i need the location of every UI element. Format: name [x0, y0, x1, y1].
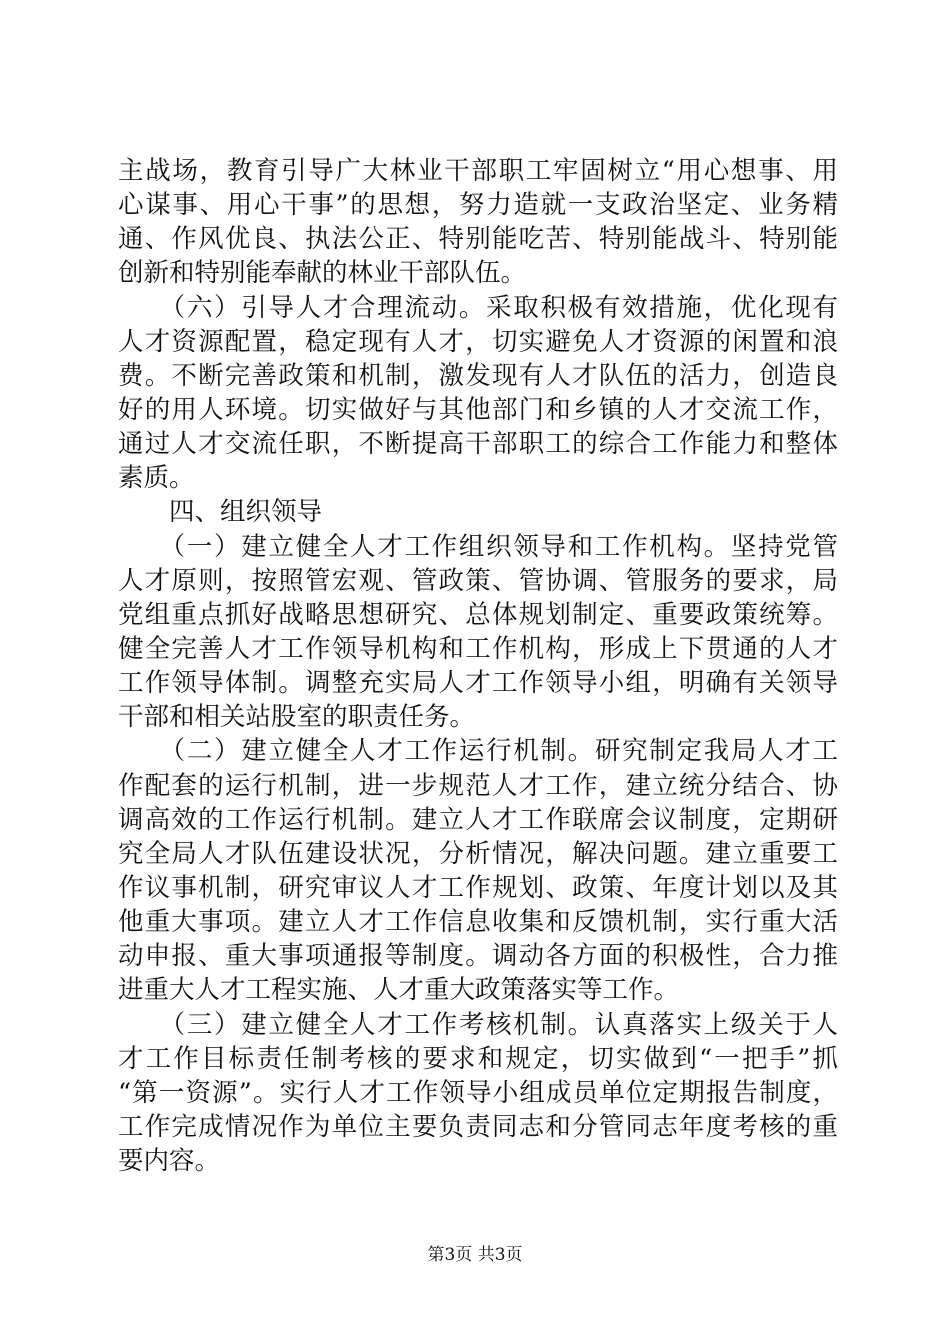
document-body	[118, 154, 838, 1178]
text-line: （一）建立健全人才工作组织领导和工作机构。坚持党管	[118, 531, 838, 562]
text-line: 主战场，教育引导广大林业干部职工牢固树立“用心想事、用	[118, 156, 838, 186]
text-line: 心谋事、用心干事”的思想，努力造就一支政治坚定、业务精	[118, 190, 838, 221]
text-line: 人才资源配置，稳定现有人才，切实避免人才资源的闲置和浪	[118, 326, 838, 357]
text-line: 四、组织领导	[118, 497, 323, 528]
text-line: 动申报、重大事项通报等制度。调动各方面的积极性，合力推	[118, 941, 838, 972]
text-line: “第一资源”。实行人才工作领导小组成员单位定期报告制度，	[118, 1077, 838, 1108]
text-line: 究全局人才队伍建设状况，分析情况，解决问题。建立重要工	[118, 838, 838, 869]
text-line: 工作完成情况作为单位主要负责同志和分管同志年度考核的重	[118, 1111, 838, 1142]
text-line: 创新和特别能奉献的林业干部队伍。	[118, 258, 527, 289]
text-line: 通、作风优良、执法公正、特别能吃苦、特别能战斗、特别能	[118, 224, 838, 255]
text-line: 他重大事项。建立人才工作信息收集和反馈机制，实行重大活	[118, 907, 838, 938]
text-line: 通过人才交流任职，不断提高干部职工的综合工作能力和整体	[118, 429, 838, 460]
text-line: 工作领导体制。调整充实局人才工作领导小组，明确有关领导	[118, 668, 838, 699]
text-line: 要内容。	[118, 1146, 221, 1177]
text-line: 素质。	[118, 463, 195, 494]
text-line: 费。不断完善政策和机制，激发现有人才队伍的活力，创造良	[118, 360, 838, 391]
text-line: （二）建立健全人才工作运行机制。研究制定我局人才工	[118, 736, 838, 767]
text-line: 作配套的运行机制，进一步规范人才工作，建立统分结合、协	[118, 770, 838, 801]
text-line: 进重大人才工程实施、人才重大政策落实等工作。	[118, 975, 680, 1006]
text-line: 作议事机制，研究审议人才工作规划、政策、年度计划以及其	[118, 872, 838, 903]
text-line: 好的用人环境。切实做好与其他部门和乡镇的人才交流工作，	[118, 394, 838, 425]
text-line: 调高效的工作运行机制。建立人才工作联席会议制度，定期研	[118, 804, 838, 835]
text-line: （三）建立健全人才工作考核机制。认真落实上级关于人	[118, 1009, 838, 1040]
text-line: 党组重点抓好战略思想研究、总体规划制定、重要政策统筹。	[118, 599, 838, 630]
text-line: 健全完善人才工作领导机构和工作机构，形成上下贯通的人才	[118, 633, 838, 664]
text-line: 才工作目标责任制考核的要求和规定，切实做到“一把手”抓	[118, 1043, 838, 1074]
text-line: 干部和相关站股室的职责任务。	[118, 702, 476, 733]
text-line: （六）引导人才合理流动。采取积极有效措施，优化现有	[118, 292, 838, 323]
page-footer: 第3页 共3页	[427, 1245, 523, 1265]
text-line: 人才原则，按照管宏观、管政策、管协调、管服务的要求，局	[118, 565, 838, 596]
